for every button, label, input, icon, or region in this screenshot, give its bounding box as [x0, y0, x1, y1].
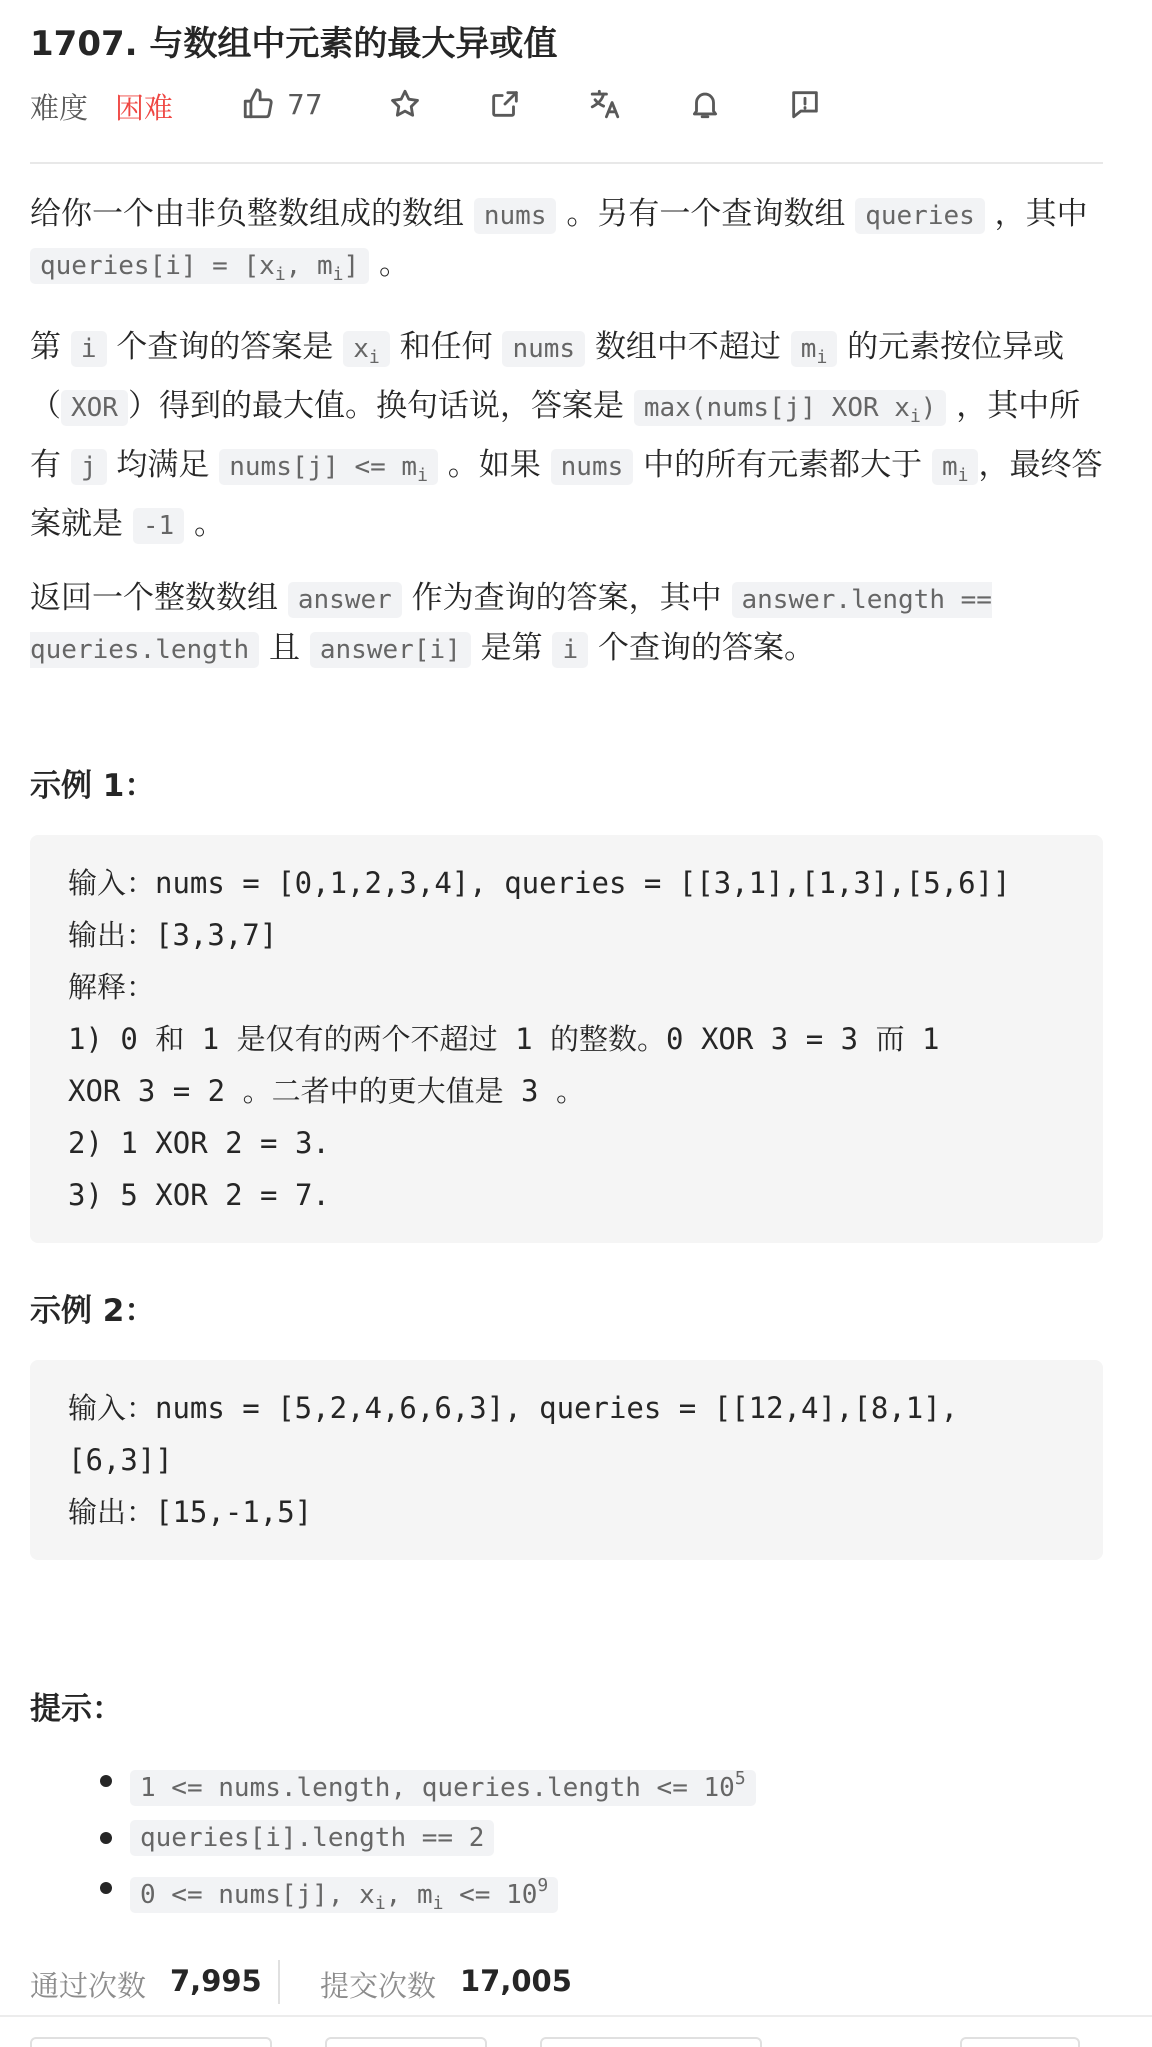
submitted-value: 17,005 — [460, 1964, 572, 1998]
translate-icon[interactable] — [585, 84, 625, 124]
problem-meta-bar — [30, 84, 1103, 128]
inline-code: nums — [502, 331, 585, 367]
bottom-tab-button[interactable] — [325, 2037, 487, 2047]
bottom-tab-button[interactable] — [540, 2037, 762, 2047]
inline-code: $m_i$ — [791, 331, 838, 367]
stats-divider — [278, 1960, 280, 2004]
bottom-tab-button[interactable] — [960, 2037, 1080, 2047]
thumbs-up-icon[interactable] — [238, 84, 278, 124]
inline-code: queries[i] = [$x_i$, $m_i$] — [30, 248, 369, 284]
inline-code: answer.length == queries.length — [30, 582, 992, 668]
inline-code: XOR — [61, 390, 128, 426]
feedback-icon[interactable] — [785, 84, 825, 124]
inline-code: nums — [551, 449, 634, 485]
difficulty-label: 难度 — [30, 91, 89, 125]
bottom-tab-button[interactable] — [30, 2037, 272, 2047]
example-2-codeblock: 输入：nums = [5,2,4,6,6,3], queries = [[12,4],[8,1], [6,3]] 输出：[15,-1,5] — [30, 1360, 1103, 1560]
hint-item: 1 <= nums.length, queries.length <= $10^5$ — [30, 1755, 1103, 1812]
inline-code: answer — [288, 582, 402, 618]
submission-stats — [30, 1960, 1103, 2010]
description-paragraph-3: 返回一个整数数组 answer 作为查询的答案，其中 answer.length == queries.length 且 answer[i] 是第 i 个查询的答案。 — [30, 580, 992, 666]
hints-title: 提示： — [30, 1691, 123, 1727]
inline-code: answer[i] — [310, 632, 471, 668]
star-icon[interactable] — [385, 84, 425, 124]
inline-code: $x_i$ — [343, 331, 390, 367]
accepted-label: 通过次数 — [30, 1969, 147, 2003]
hints-list — [30, 1755, 1103, 1928]
inline-code: i — [552, 632, 588, 668]
problem-title: 1707. 与数组中元素的最大异或值 — [30, 24, 558, 64]
inline-code: $m_i$ — [932, 449, 979, 485]
hint-item: 0 <= nums[j], $x_i$, $m_i <= 10^9$ — [30, 1862, 1103, 1928]
description-paragraph-1: 给你一个由非负整数组成的数组 nums 。另有一个查询数组 queries ，其中 queries[i] = [$x_i$, $m_i$] 。 — [30, 196, 1088, 285]
inline-code: nums — [474, 198, 557, 234]
problem-description — [30, 190, 1103, 698]
inline-code: -1 — [133, 508, 184, 544]
like-count: 77 — [287, 88, 323, 121]
hint-item: queries[i].length == 2 — [30, 1812, 1103, 1862]
bottom-divider — [0, 2015, 1152, 2017]
description-paragraph-2: 第 i 个查询的答案是 $x_i$ 和任何 nums 数组中不超过 $m_i$ 的元素按位异或（ XOR ）得到的最大值。换句话说，答案是 max(nums[j] XOR $x_i$) ，其中所有 j 均满足 nums[j] <= $m_i$ 。如果 nums 中的所有元素都大于 $m_i$ ，最终答案就是 -1 。 — [30, 329, 1103, 542]
submitted-label: 提交次数 — [320, 1969, 437, 2003]
inline-code: queries — [855, 198, 985, 234]
header-divider — [30, 162, 1103, 164]
difficulty-value: 困难 — [115, 91, 174, 125]
bell-icon[interactable] — [685, 84, 725, 124]
inline-code: nums[j] <= $m_i$ — [219, 449, 438, 485]
example-2-title: 示例 2： — [30, 1293, 156, 1329]
inline-code: i — [71, 331, 107, 367]
example-1-title: 示例 1： — [30, 768, 156, 804]
accepted-value: 7,995 — [170, 1964, 262, 1998]
example-1-codeblock: 输入：nums = [0,1,2,3,4], queries = [[3,1],[1,3],[5,6]] 输出：[3,3,7] 解释： 1) 0 和 1 是仅有的两个不超过 1 的整数。0 XOR 3 = 3 而 1 XOR 3 = 2 。二者中的更大值是 3 。 2) 1 XOR 2 = 3. 3) 5 XOR 2 = 7. — [30, 835, 1103, 1243]
share-icon[interactable] — [485, 84, 525, 124]
inline-code: j — [71, 449, 107, 485]
inline-code: max(nums[j] XOR $x_i$) — [634, 390, 947, 426]
